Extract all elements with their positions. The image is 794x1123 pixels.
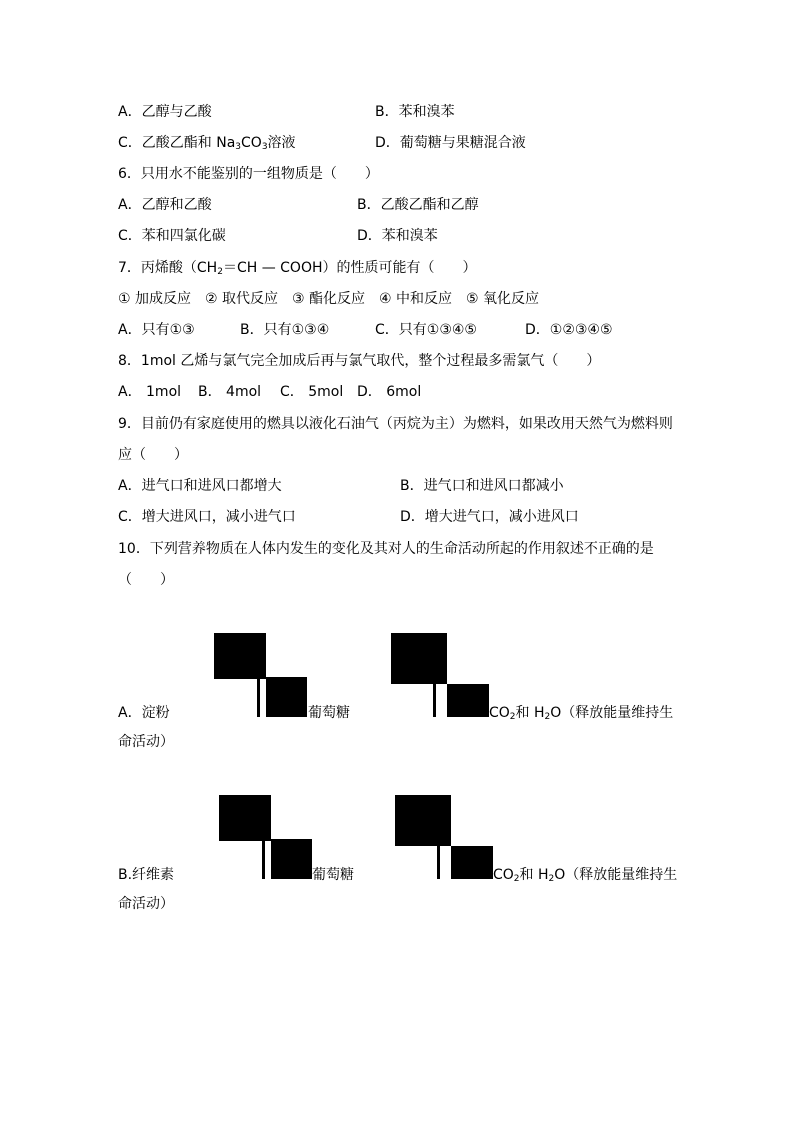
reaction-arrow-image	[395, 795, 451, 846]
q5-option-c-text: CO	[241, 135, 262, 151]
q6-stem: 6．只用水不能鉴别的一组物质是（ ）	[118, 166, 379, 182]
q10-option-a-wrap: 命活动）	[118, 734, 174, 750]
q10-option-b-label: B.纤维素	[118, 867, 175, 883]
subscript: 3	[235, 142, 242, 152]
subscript: 2	[544, 712, 551, 722]
q9-option-c: C．增大进风口，减小进气口	[118, 509, 296, 525]
reaction-arrow-image	[433, 684, 436, 717]
q9-stem-line1: 9．目前仍有家庭使用的燃具以液化石油气（丙烷为主）为燃料，如果改用天然气为燃料则	[118, 416, 673, 432]
q10-option-b-text: 和 H	[519, 867, 549, 883]
q7-option-b: B．只有①③④	[240, 322, 330, 338]
q6-option-c: C．苯和四氯化碳	[118, 228, 226, 244]
q5-option-c	[118, 133, 296, 153]
reaction-arrow-image	[262, 841, 265, 879]
reaction-arrow-image	[391, 633, 447, 684]
q8-option-a: A． 1mol	[118, 384, 182, 400]
reaction-arrow-image	[219, 795, 271, 841]
subscript: 2	[548, 874, 555, 884]
q8-option-b: B． 4mol	[198, 384, 262, 400]
q10-option-a-label: A．淀粉	[118, 705, 170, 721]
q10-option-b-end	[493, 865, 677, 885]
q10-option-a-end	[489, 703, 673, 723]
q7-option-c: C．只有①③④⑤	[375, 322, 477, 338]
q9-option-a: A．进气口和进风口都增大	[118, 478, 282, 494]
q6-option-b: B．乙酸乙酯和乙醇	[357, 197, 479, 213]
q6-option-d: D．苯和溴苯	[357, 228, 438, 244]
q7-stem	[118, 258, 477, 278]
q8-stem: 8．1mol 乙烯与氯气完全加成后再与氯气取代，整个过程最多需氯气（ ）	[118, 353, 601, 369]
q10-option-a-text: CO	[489, 705, 510, 721]
q10-option-b-middle: 葡萄糖	[312, 867, 354, 883]
reaction-arrow-image	[266, 677, 307, 717]
q10-option-b-text: CO	[493, 867, 514, 883]
q7-stem-text: 7．丙烯酸（CH	[118, 260, 218, 276]
subscript: 2	[217, 267, 223, 277]
q9-stem-line2: 应（ ）	[118, 447, 188, 463]
q10-option-b-text: O（释放能量维持生	[554, 867, 678, 883]
q10-stem-line2: （ ）	[118, 572, 174, 588]
q7-reactions: ① 加成反应 ② 取代反应 ③ 酯化反应 ④ 中和反应 ⑤ 氧化反应	[118, 291, 540, 307]
q9-option-b: B．进气口和进风口都减小	[400, 478, 564, 494]
reaction-arrow-image	[271, 839, 312, 879]
q10-option-a-middle: 葡萄糖	[308, 705, 350, 721]
q5-option-c-text: 溶液	[267, 135, 296, 151]
reaction-arrow-image	[214, 633, 266, 679]
q8-option-c: C． 5mol	[280, 384, 344, 400]
q10-option-a-text: O（释放能量维持生	[550, 705, 674, 721]
reaction-arrow-image	[257, 679, 260, 717]
q7-option-d: D．①②③④⑤	[525, 322, 613, 338]
subscript: 2	[513, 874, 520, 884]
reaction-arrow-image	[451, 846, 493, 879]
q9-option-d: D．增大进气口，减小进风口	[400, 509, 579, 525]
q5-option-a: A．乙醇与乙酸	[118, 104, 212, 120]
subscript: 2	[509, 712, 516, 722]
q7-option-a: A．只有①③	[118, 322, 195, 338]
reaction-arrow-image	[447, 684, 489, 717]
q8-option-d: D． 6mol	[357, 384, 422, 400]
q6-option-a: A．乙醇和乙酸	[118, 197, 212, 213]
q5-option-c-text: C．乙酸乙酯和 Na	[118, 135, 236, 151]
q10-stem-line1: 10．下列营养物质在人体内发生的变化及其对人的生命活动所起的作用叙述不正确的是	[118, 541, 654, 557]
subscript: 3	[261, 142, 268, 152]
q7-stem-text: ＝CH — COOH）的性质可能有（ ）	[222, 260, 477, 276]
q5-option-b: B．苯和溴苯	[375, 104, 455, 120]
q10-option-b-wrap: 命活动）	[118, 896, 174, 912]
reaction-arrow-image	[437, 846, 440, 879]
q5-option-d: D．葡萄糖与果糖混合液	[375, 135, 526, 151]
q10-option-a-text: 和 H	[515, 705, 545, 721]
